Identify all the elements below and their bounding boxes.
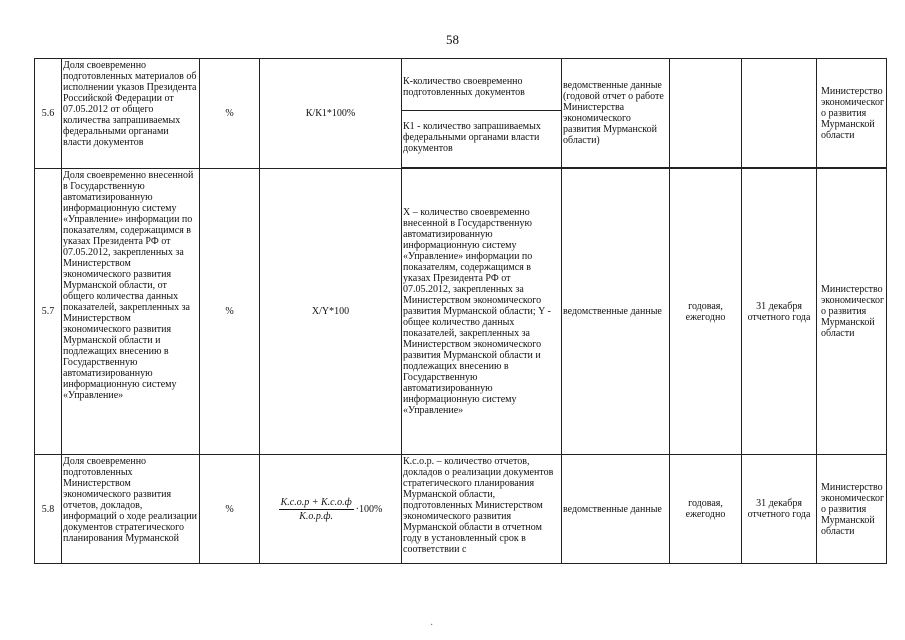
source-cell: ведомственные данные — [562, 455, 670, 564]
responsible-cell: Министерство экономического развития Мурманской области — [817, 59, 887, 168]
unit-cell: % — [200, 455, 260, 564]
formula-numerator: К.с.о.р + К.с.о.ф — [280, 496, 352, 508]
date-cell: 31 декабря отчетного года — [742, 455, 817, 564]
unit-cell: % — [200, 59, 260, 169]
source-cell: ведомственные данные (годовой отчет о работе Министерства экономического развития Мурманской области) — [562, 59, 670, 168]
date-cell: 31 декабря отчетного года — [742, 169, 817, 455]
page-number: 58 — [446, 32, 459, 47]
periodicity-cell — [670, 59, 742, 168]
responsible-cell: Министерство экономического развития Мурманской области — [817, 169, 887, 455]
source-cell: ведомственные данные — [562, 169, 670, 455]
unit-cell: % — [200, 169, 260, 455]
footer-mark: · — [430, 620, 434, 631]
periodicity-cell: годовая, ежегодно — [670, 169, 742, 455]
date-cell — [742, 59, 817, 168]
table-row-5-6 — [35, 59, 887, 168]
formula-cell: К/К1*100% — [260, 59, 402, 169]
formula-fraction — [279, 497, 383, 522]
table-row-5-8 — [35, 455, 887, 564]
formula-cell: X/Y*100 — [260, 169, 402, 455]
periodicity-cell: годовая, ежегодно — [670, 455, 742, 564]
indicator-name: Доля своевременно подготовленных Министерством экономического развития отчетов, докладов, информаций о ходе реализации документов стратегического планирования Мурманской — [62, 455, 200, 564]
indicator-name: Доля своевременно подготовленных материалов об исполнении указов Президента Российской Федерации от 07.05.2012 от общего количества запрашиваемых федеральными органами власти документов — [62, 59, 200, 169]
definition-cell: X – количество своевременно внесенной в Государственную автоматизированную информационную систему «Управление» информации по показателям, содержащимся в указах Президента РФ от 07.05.2012, закрепленных за Министерством экономического развития Мурманской области; Y - общее количество данных показателей, закрепленных за Министерством экономического развития Мурманской области и подлежащих внесению в Государственную автоматизированную информационную систему «Управление» — [402, 169, 562, 455]
definition-cell — [402, 59, 562, 168]
fraction-box — [279, 497, 354, 522]
formula-cell — [260, 455, 402, 564]
responsible-cell: Министерство экономического развития Мурманской области — [817, 455, 887, 564]
row-number: 5.7 — [35, 169, 62, 455]
definition-cell: К.с.о.р. – количество отчетов, докладов о реализации документов стратегического планирования Мурманской области, подготовленных Министерством экономического развития Мурманской области в отчетном году в установленный срок в соответствии с — [402, 455, 562, 564]
table-row-5-7 — [35, 169, 887, 455]
indicator-name: Доля своевременно внесенной в Государственную автоматизированную информационную систему «Управление» информации по показателям, содержащимся в указах Президента РФ от 07.05.2012, закрепленных за Министерством экономического развития Мурманской области, от общего количества данных показателей, закрепленных за Министерством экономического развития Мурманской области и подлежащих внесению в Государственную автоматизированную информационную систему «Управление» — [62, 169, 200, 455]
formula-multiplier: ·100% — [355, 503, 383, 515]
definition-top: К-количество своевременно подготовленных документов — [402, 73, 561, 111]
row-number: 5.8 — [35, 455, 62, 564]
row-number: 5.6 — [35, 59, 62, 169]
definition-bottom: К1 - количество запрашиваемых федеральными органами власти документов — [403, 120, 541, 154]
indicators-table — [34, 58, 887, 564]
formula-denominator: К.о.р.ф. — [299, 510, 334, 522]
